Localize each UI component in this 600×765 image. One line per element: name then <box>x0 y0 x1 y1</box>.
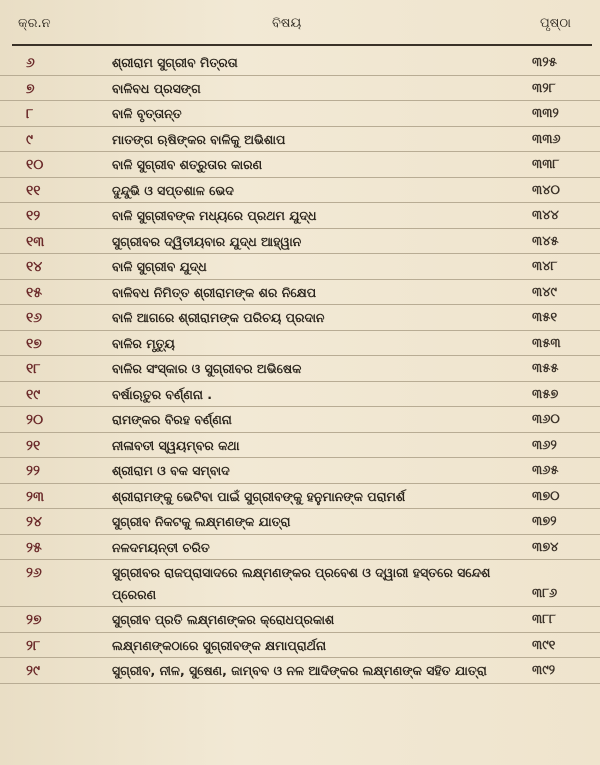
page-number: ୩୬୦ <box>532 412 560 427</box>
table-row <box>0 203 600 229</box>
chapter-number: ୨୨ <box>26 463 40 479</box>
chapter-subject: ନଳଦମୟନ୍ତୀ ଚରିତ <box>112 539 210 555</box>
table-row <box>0 76 600 102</box>
page-number: ୩୭୪ <box>532 539 559 555</box>
chapter-number: ୧୪ <box>26 259 43 275</box>
page-number: ୩୩୬ <box>532 131 561 147</box>
table-row <box>0 178 600 204</box>
page-number: ୩୬୨ <box>532 437 557 453</box>
table-row <box>0 50 600 76</box>
table-row <box>0 127 600 153</box>
chapter-number: ୨୧ <box>26 437 41 454</box>
table-row <box>0 607 600 633</box>
page-number: ୩୯୧ <box>532 637 556 653</box>
chapter-subject: ଦୁନ୍ଦୁଭି ଓ ସପ୍ତଶାଳ ଭେଦ <box>112 182 234 198</box>
page-number: ୩୩୨ <box>532 106 559 121</box>
chapter-number: ୯ <box>26 131 33 148</box>
chapter-number: ୧୭ <box>26 335 42 352</box>
table-row <box>0 633 600 659</box>
table-row <box>0 509 600 535</box>
chapter-number: ୨୪ <box>26 514 42 530</box>
table-row <box>0 407 600 433</box>
page-number: ୩୨୮ <box>532 80 556 96</box>
chapter-subject: ବାଳି ଆଗରେ ଶ୍ରୀରାମଙ୍କ ପରିଚୟ ପ୍ରଦାନ <box>112 310 325 325</box>
page-column-heading: ପୃଷ୍ଠା <box>540 16 571 31</box>
chapter-number: ୧୫ <box>26 284 43 301</box>
header-rule <box>12 44 592 46</box>
page-number: ୩୪୫ <box>532 233 559 249</box>
table-row <box>0 356 600 382</box>
table-row <box>0 433 600 459</box>
chapter-number: ୬ <box>26 55 35 71</box>
table-row <box>0 152 600 178</box>
chapter-number: ୨୮ <box>26 637 41 654</box>
table-row <box>0 484 600 510</box>
chapter-subject: ବାଳି ବୃତ୍ତାନ୍ତ <box>112 106 182 121</box>
page-number: ୩୪୯ <box>532 284 558 300</box>
page-number: ୩୪୪ <box>532 208 559 223</box>
chapter-number: ୧୮ <box>26 361 41 377</box>
chapter-subject: ଶ୍ରୀରାମ ଓ ବକ ସମ୍ବାଦ <box>112 463 230 478</box>
chapter-subject: ଶ୍ରୀରାମଙ୍କୁ ଭେଟିବା ପାଇଁ ସୁଗ୍ରୀବଙ୍କୁ ହନୁମାନଙ୍କ ପରାମର୍ଶ <box>112 488 406 504</box>
chapter-subject: ବାଳି ସୁଗ୍ରୀବ ଶତ୍ରୁତାର କାରଣ <box>112 157 263 172</box>
page-number: ୩୪୮ <box>532 259 558 274</box>
chapter-subject: ମାତଙ୍ଗ ଋଷିଙ୍କର ବାଳିକୁ ଅଭିଶାପ <box>112 131 286 147</box>
chapter-subject-continuation: ପ୍ରେରଣ <box>112 587 157 602</box>
table-row <box>0 254 600 280</box>
contents-list <box>0 50 600 684</box>
table-row <box>0 560 600 607</box>
chapter-subject: ସୁଗ୍ରୀବର ରାଜପ୍ରାସାଦରେ ଲକ୍ଷ୍ମଣଙ୍କର ପ୍ରବେଶ ଓ ଦ୍ୱାରୀ ହସ୍ତରେ ସନ୍ଦେଶ <box>112 565 491 580</box>
table-row <box>0 305 600 331</box>
chapter-subject: ସୁଗ୍ରୀବ ନିକଟକୁ ଲକ୍ଷ୍ମଣଙ୍କ ଯାତ୍ରା <box>112 514 291 529</box>
chapter-number: ୧୯ <box>26 386 41 403</box>
page-number: ୩୫୩ <box>532 335 561 351</box>
chapter-subject: ରାମଙ୍କର ବିରହ ବର୍ଣ୍ଣନା <box>112 412 232 427</box>
chapter-subject: ବାଳି ସୁଗ୍ରୀବଙ୍କ ମଧ୍ୟରେ ପ୍ରଥମ ଯୁଦ୍ଧ <box>112 208 317 223</box>
number-column-heading: କ୍ର.ନ <box>18 16 51 31</box>
chapter-number: ୨୬ <box>26 565 42 581</box>
page-number: ୩୪୦ <box>532 182 560 198</box>
page-number: ୩୩୮ <box>532 157 560 172</box>
table-row <box>0 229 600 255</box>
table-row <box>0 101 600 127</box>
table-row <box>0 458 600 484</box>
chapter-subject: ବର୍ଷାଋତୁର ବର୍ଣ୍ଣନା . <box>112 386 213 402</box>
chapter-subject: ବାଳିବଧ ନିମିତ୍ତ ଶ୍ରୀରାମଙ୍କ ଶର ନିକ୍ଷେପ <box>112 284 317 300</box>
chapter-subject: ସୁଗ୍ରୀବ, ନୀଳ, ସୁଷେଣ, ଜାମ୍ବବ ଓ ନଳ ଆଦିଙ୍କର ଲକ୍ଷ୍ମଣଙ୍କ ସହିତ ଯାତ୍ରା <box>112 663 487 678</box>
chapter-number: ୭ <box>26 80 35 97</box>
chapter-subject: ବାଳିର ସଂସ୍କାର ଓ ସୁଗ୍ରୀବର ଅଭିଷେକ <box>112 361 302 376</box>
page-number: ୩୮୬ <box>532 586 558 601</box>
chapter-number: ୮ <box>26 106 34 122</box>
chapter-number: ୧୩ <box>26 233 45 250</box>
table-header <box>0 8 600 38</box>
table-row <box>0 331 600 357</box>
chapter-number: ୨୭ <box>26 612 42 628</box>
table-row <box>0 382 600 408</box>
page-number: ୩୫୫ <box>532 361 559 376</box>
page-number: ୩୫୧ <box>532 310 558 325</box>
page-number: ୩୯୨ <box>532 663 556 678</box>
chapter-number: ୧୦ <box>26 157 44 173</box>
page-number: ୩୨୫ <box>532 55 557 70</box>
chapter-subject: ନୀଳାବତୀ ସ୍ୱୟମ୍ବର କଥା <box>112 437 240 453</box>
page-number: ୩୫୭ <box>532 386 559 402</box>
chapter-subject: ସୁଗ୍ରୀବ ପ୍ରତି ଲକ୍ଷ୍ମଣଙ୍କର କ୍ରୋଧପ୍ରକାଶ <box>112 612 335 627</box>
chapter-number: ୨୩ <box>26 488 44 505</box>
table-row <box>0 535 600 561</box>
chapter-number: ୨୦ <box>26 412 44 428</box>
chapter-subject: ବାଳି ସୁଗ୍ରୀବ ଯୁଦ୍ଧ <box>112 259 207 274</box>
page-number: ୩୭୨ <box>532 514 557 529</box>
chapter-number: ୧୨ <box>26 208 41 224</box>
chapter-subject: ଲକ୍ଷ୍ମଣଙ୍କଠାରେ ସୁଗ୍ରୀବଙ୍କ କ୍ଷମାପ୍ରାର୍ଥନା <box>112 637 327 653</box>
chapter-subject: ବାଳିବଧ ପ୍ରସଙ୍ଗ <box>112 80 201 96</box>
chapter-subject: ବାଳିର ମୃତ୍ୟୁ <box>112 335 175 351</box>
page-number: ୩୬୫ <box>532 463 559 478</box>
table-row <box>0 658 600 684</box>
chapter-subject: ଶ୍ରୀରାମ ସୁଗ୍ରୀବ ମିତ୍ରତା <box>112 55 238 70</box>
chapter-subject: ସୁଗ୍ରୀବର ଦ୍ୱିତୀୟବାର ଯୁଦ୍ଧ ଆହ୍ୱାନ <box>112 233 302 249</box>
page-number: ୩୮୮ <box>532 612 556 627</box>
chapter-number: ୨୫ <box>26 539 42 556</box>
page-number: ୩୭୦ <box>532 488 560 504</box>
table-row <box>0 280 600 306</box>
subject-column-heading: ବିଷୟ <box>272 16 302 31</box>
chapter-number: ୧୧ <box>26 182 41 199</box>
chapter-number: ୨୯ <box>26 663 40 679</box>
chapter-number: ୧୬ <box>26 310 43 326</box>
